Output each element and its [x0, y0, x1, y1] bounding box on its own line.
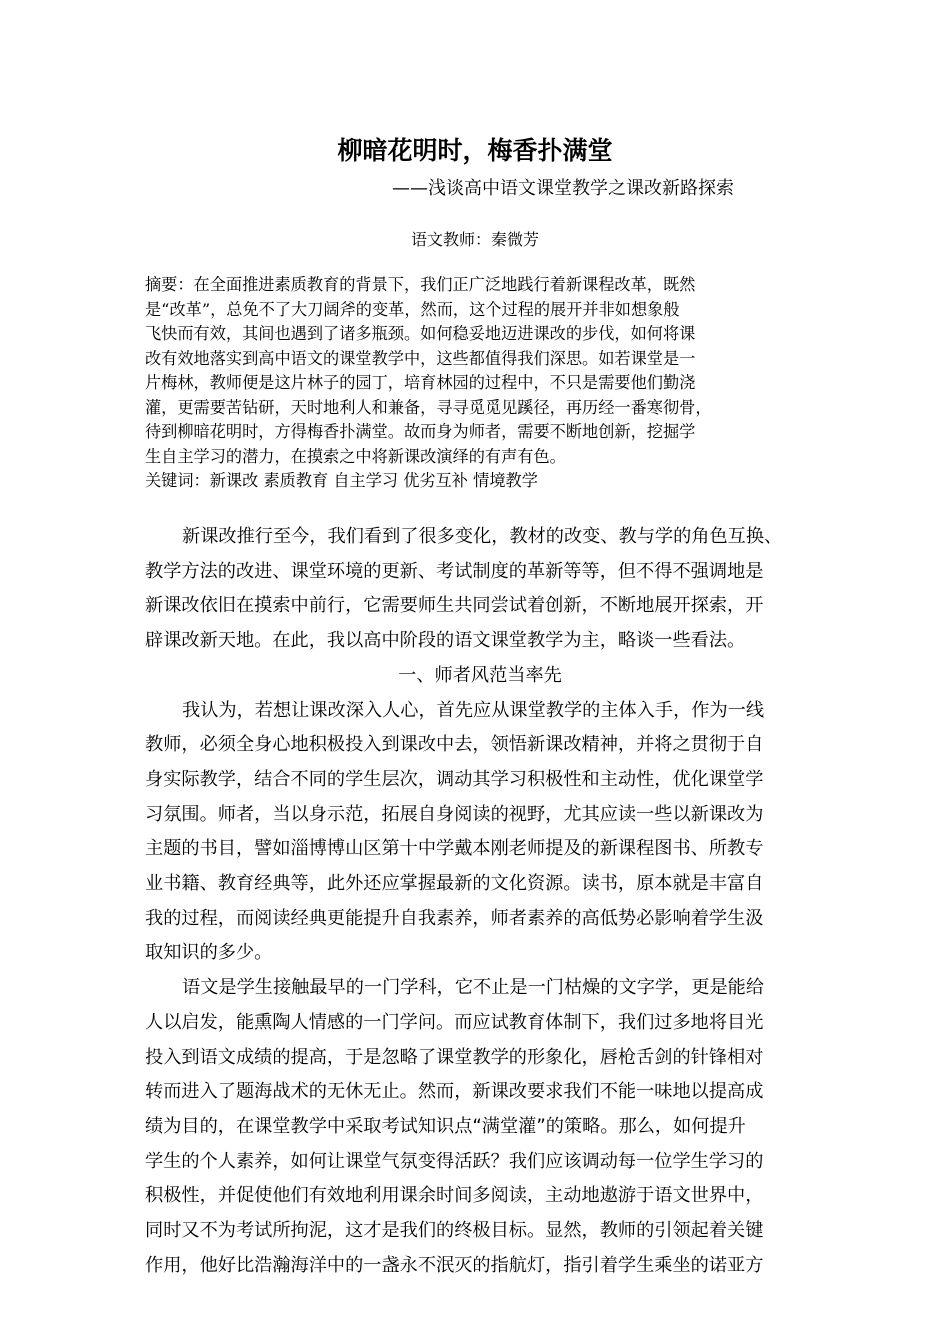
abstract-line: 生自主学习的潜力，在摸索之中将新课改演绎的有声有色。	[145, 446, 566, 466]
paragraph-line: 同时又不为考试所拘泥，这才是我们的终极目标。显然，教师的引领起着关键	[145, 1220, 764, 1242]
paragraph-line: 主题的书目，譬如淄博博山区第十中学戴本刚老师提及的新课程图书、所教专	[145, 838, 764, 860]
abstract-line: 灌，更需要苦钻研，天时地利人和兼备，寻寻觅觅见蹊径，再历经一番寒彻骨，	[145, 397, 712, 417]
paragraph-line: 教学方法的改进、课堂环境的更新、考试制度的革新等等，但不得不强调地是	[145, 560, 764, 582]
paragraph-line: 积极性，并促使他们有效地利用课余时间多阅读，主动地遨游于语文世界中，	[145, 1185, 764, 1207]
paragraph-line: 身实际教学，结合不同的学生层次，调动其学习积极性和主动性，优化课堂学	[145, 768, 764, 790]
paragraph-line: 取知识的多少。	[145, 942, 273, 964]
paragraph-line: 我认为，若想让课改深入人心，首先应从课堂教学的主体入手，作为一线	[182, 699, 765, 721]
keywords-line: 关键词：新课改 素质教育 自主学习 优劣互补 情境教学	[145, 471, 538, 490]
abstract-line: 待到柳暗花明时，方得梅香扑满堂。故而身为师者，需要不断地创新，挖掘学	[145, 422, 696, 441]
paragraph-line: 我的过程，而阅读经典更能提升自我素养，师者素养的高低势必影响着学生汲	[145, 907, 764, 929]
paragraph-line: 语文是学生接触最早的一门学科，它不止是一门枯燥的文字学，更是能给	[182, 977, 765, 999]
paragraph-line: 辟课改新天地。在此，我以高中阶段的语文课堂教学为主，略谈一些看法。	[145, 630, 746, 652]
section-heading: 一、师者风范当率先	[398, 664, 562, 686]
body-text	[145, 520, 815, 1283]
paragraph-line: 新课改推行至今，我们看到了很多变化，教材的改变、教与学的角色互换、	[182, 526, 783, 547]
paragraph-line: 业书籍、教育经典等，此外还应掌握最新的文化资源。读书，原本就是丰富自	[145, 873, 764, 895]
paragraph-line: 习氛围。师者，当以身示范，拓展自身阅读的视野，尤其应读一些以新课改为	[145, 803, 764, 825]
paragraph-line: 作用，他好比浩瀚海洋中的一盏永不泯灭的指航灯，指引着学生乘坐的诺亚方	[145, 1254, 764, 1276]
paragraph-line: 人以启发，能熏陶人情感的一门学问。而应试教育体制下，我们过多地将目光	[145, 1011, 764, 1033]
author-line: 语文教师：秦微芳	[410, 230, 539, 249]
paragraph-line: 学生的个人素养，如何让课堂气氛变得活跃？我们应该调动每一位学生学习的	[145, 1150, 764, 1172]
abstract-line: 飞快而有效，其间也遇到了诸多瓶颈。如何稳妥地迈进课改的步伐，如何将课	[145, 324, 696, 343]
paragraph-line: 绩为目的，在课堂教学中采取考试知识点“满堂灌”的策略。那么，如何提升	[145, 1115, 746, 1137]
abstract-block	[145, 273, 825, 494]
abstract-line: 片梅林，教师便是这片林子的园丁，培育林园的过程中，不只是需要他们勤浇	[145, 373, 696, 392]
abstract-line: 摘要：在全面推进素质教育的背景下，我们正广泛地践行着新课程改革，既然	[145, 275, 696, 294]
document-title: 柳暗花明时，梅香扑满堂	[337, 136, 613, 165]
paragraph-line: 教师，必须全身心地积极投入到课改中去，领悟新课改精神，并将之贯彻于自	[145, 734, 764, 756]
abstract-line: 是“改革”，总免不了大刀阔斧的变革，然而，这个过程的展开并非如想象般	[145, 299, 680, 319]
paragraph-line: 转而进入了题海战术的无休无止。然而，新课改要求我们不能一味地以提高成	[145, 1081, 764, 1103]
abstract-line: 改有效地落实到高中语文的课堂教学中，这些都值得我们深思。如若课堂是一	[145, 348, 696, 368]
paragraph-line: 投入到语文成绩的提高，于是忽略了课堂教学的形象化，唇枪舌剑的针锋相对	[145, 1046, 764, 1068]
document-subtitle: ——浅谈高中语文课堂教学之课改新路探索	[392, 178, 734, 199]
paragraph-line: 新课改依旧在摸索中前行，它需要师生共同尝试着创新，不断地展开探索，开	[145, 595, 764, 617]
